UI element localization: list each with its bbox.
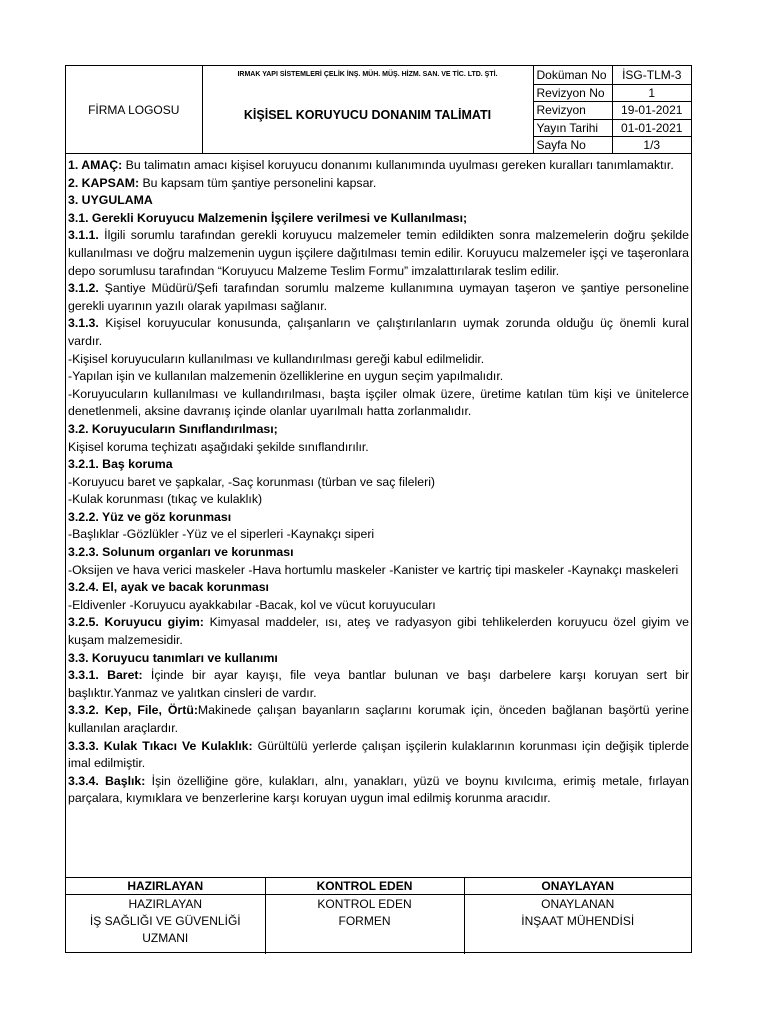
meta-label: Doküman No <box>533 66 612 84</box>
paragraph-text: İşin özelliğine göre, kulakları, alnı, yanakları, yüzü ve boynu kıvılcıma, erimiş metale, fırlayan parçalara, kıymıklara ve benzerlerine karşı koruyan uygun imal edilmiş korunma aracıdır. <box>68 773 689 806</box>
paragraph <box>68 650 689 668</box>
section-heading: 3.3. Koruyucu tanımları ve kullanımı <box>68 650 278 665</box>
section-heading: 3.1.3. <box>68 316 99 331</box>
meta-value: 1 <box>612 84 691 101</box>
paragraph <box>68 315 689 350</box>
document-body <box>68 157 689 808</box>
meta-value: 19-01-2021 <box>612 101 691 119</box>
paragraph-text: -Kişisel koruyucuların kullanılması ve kullandırılması gereği kabul edilmelidir. <box>68 351 485 366</box>
paragraph <box>68 579 689 597</box>
header-title-cell <box>202 66 533 154</box>
section-heading: 3.3.2. Kep, File, Örtü: <box>68 703 198 718</box>
paragraph-text: -Başlıklar -Gözlükler -Yüz ve el siperleri -Kaynakçı siperi <box>68 527 375 542</box>
paragraph-text: İlgili sorumlu tarafından gerekli koruyucu malzemeler temin edildikten sonra malzemelerin doğru şekilde kullanılması ve doğru malzemenin uygun işçilere dağıtılması temin edilir. Koruyucu malzemeler işçi ve taşeronlara depo sorumlusu tarafından “Koruyucu Malzeme Teslim Formu” imzalattırılarak teslim edilir. <box>68 228 689 278</box>
paragraph <box>68 738 689 773</box>
document-title: KİŞİSEL KORUYUCU DONANIM TALİMATI <box>243 108 492 122</box>
paragraph <box>68 386 689 421</box>
meta-label: Sayfa No <box>533 136 612 153</box>
signature-role: HAZIRLAYAN <box>128 897 203 911</box>
paragraph <box>68 773 689 808</box>
paragraph <box>68 351 689 369</box>
section-heading: 3.2. Koruyucuların Sınıflandırılması; <box>68 421 278 436</box>
paragraph <box>68 509 689 527</box>
meta-value: 1/3 <box>612 136 691 153</box>
paragraph-text: Makinede çalışan bayanların saçlarını korumak için, önceden bağlanan başörtü yerine kullanılan araçlardır. <box>68 703 689 735</box>
company-logo-placeholder: FİRMA LOGOSU <box>66 66 202 154</box>
paragraph <box>68 210 689 228</box>
paragraph-text: -Eldivenler -Koruyucu ayakkabılar -Bacak, kol ve vücut koruyucuları <box>68 597 436 612</box>
section-heading: 3.3.4. Başlık: <box>68 773 146 788</box>
paragraph <box>68 456 689 474</box>
document-page <box>65 65 692 953</box>
paragraph <box>68 421 689 439</box>
section-heading: 3.2.5. Koruyucu giyim: <box>68 615 204 630</box>
paragraph <box>68 562 689 580</box>
paragraph <box>68 175 689 193</box>
section-heading: 2. KAPSAM: <box>68 175 140 190</box>
paragraph-text: -Koruyucuların kullanılması ve kullandırılması, başta işçiler olmak üzere, üretime katılan tüm kişi ve ünitelerce denetlenmeli, aksine davranış içinde olanlar uyarılmalı hatta zorlanmalıdır. <box>68 386 689 419</box>
signature-cell-checked <box>265 895 464 955</box>
paragraph <box>68 702 689 737</box>
paragraph <box>68 368 689 386</box>
signature-title: İŞ SAĞLIĞI VE GÜVENLİĞİ UZMANI <box>89 914 241 945</box>
signature-role: ONAYLANAN <box>541 897 615 911</box>
paragraph-text: Şantiye Müdürü/Şefi tarafından sorumlu malzeme kullanımına uymayan taşeron ve şantiye personeline gerekli uyarının yazılı olarak yapılması sağlanır. <box>68 281 689 313</box>
signature-table <box>66 877 691 954</box>
paragraph-text: Bu talimatın amacı kişisel koruyucu donanımı kullanımında uyulması gereken kuralları tanımlamaktır. <box>122 158 674 172</box>
section-heading: 3.3.3. Kulak Tıkacı Ve Kulaklık: <box>68 738 253 753</box>
signature-cell-prepared <box>66 895 265 955</box>
paragraph <box>68 474 689 492</box>
paragraph-text: Gürültülü yerlerde çalışan işçilerin kulaklarının korunması için değişik tiplerde imal edilmiştir. <box>68 738 689 771</box>
meta-label: Revizyon <box>533 101 612 119</box>
meta-value: 01-01-2021 <box>612 119 691 136</box>
paragraph <box>68 192 689 210</box>
signature-title: FORMEN <box>338 914 391 928</box>
section-heading: 3. UYGULAMA <box>68 193 153 208</box>
paragraph-text: -Oksijen ve hava verici maskeler -Hava hortumlu maskeler -Kanister ve kartriç tipi maskeler -Kaynakçı maskeleri <box>68 562 679 577</box>
meta-label: Yayın Tarihi <box>533 119 612 136</box>
paragraph <box>68 544 689 562</box>
signature-title: İNŞAAT MÜHENDİSİ <box>521 914 635 928</box>
paragraph <box>68 491 689 509</box>
paragraph <box>68 280 689 315</box>
company-name: IRMAK YAPI SİSTEMLERİ ÇELİK İNŞ. MÜH. MÜŞ. HİZM. SAN. VE TİC. LTD. ŞTİ. <box>237 71 498 78</box>
section-heading: 3.2.1. Baş koruma <box>68 457 173 472</box>
section-heading: 3.2.2. Yüz ve göz korunması <box>68 509 232 524</box>
section-heading: 1. AMAÇ: <box>68 158 123 172</box>
paragraph-text: Kimyasal maddeler, ısı, ateş ve radyasyon gibi tehlikelerden koruyucu özel giyim ve kuşam malzemesidir. <box>68 615 689 648</box>
paragraph-text: İçinde bir ayar kayışı, file veya bantlar bulunan ve başı darbelere karşı koruyan sert bir başlıktır.Yanmaz ve yalıtkan cinsleri de vardır. <box>68 668 689 700</box>
section-heading: 3.1.2. <box>68 281 99 296</box>
meta-label: Revizyon No <box>533 84 612 101</box>
section-heading: 3.2.4. El, ayak ve bacak korunması <box>68 580 269 595</box>
section-heading: 3.1.1. <box>68 228 99 243</box>
signature-header-prepared: HAZIRLAYAN <box>66 878 265 895</box>
paragraph <box>68 597 689 615</box>
signature-header-approved: ONAYLAYAN <box>464 878 691 895</box>
paragraph <box>68 439 689 457</box>
paragraph-text: Kişisel koruma teçhizatı aşağıdaki şekilde sınıflandırılır. <box>68 439 369 454</box>
paragraph-text: -Kulak korunması (tıkaç ve kulaklık) <box>68 492 263 507</box>
document-header <box>66 66 691 154</box>
paragraph <box>68 667 689 702</box>
signature-header-checked: KONTROL EDEN <box>265 878 464 895</box>
section-heading: 3.3.1. Baret: <box>68 668 143 683</box>
paragraph <box>68 614 689 649</box>
paragraph-text: -Koruyucu baret ve şapkalar, -Saç korunması (türban ve saç fileleri) <box>68 474 436 489</box>
meta-value: İSG-TLM-3 <box>612 66 691 84</box>
paragraph-text: Bu kapsam tüm şantiye personelini kapsar. <box>139 175 377 190</box>
section-heading: 3.2.3. Solunum organları ve korunması <box>68 545 294 560</box>
paragraph <box>68 157 689 175</box>
section-heading: 3.1. Gerekli Koruyucu Malzemenin İşçilere verilmesi ve Kullanılması; <box>68 210 468 225</box>
paragraph <box>68 227 689 280</box>
signature-role: KONTROL EDEN <box>317 897 412 911</box>
paragraph <box>68 526 689 544</box>
signature-cell-approved <box>464 895 691 955</box>
paragraph-text: -Yapılan işin ve kullanılan malzemenin özelliklerine en uygun seçim yapılmalıdır. <box>68 369 504 384</box>
paragraph-text: Kişisel koruyucular konusunda, çalışanların ve çalıştırılanların uymak zorunda olduğu üç önemli kural vardır. <box>68 316 689 348</box>
